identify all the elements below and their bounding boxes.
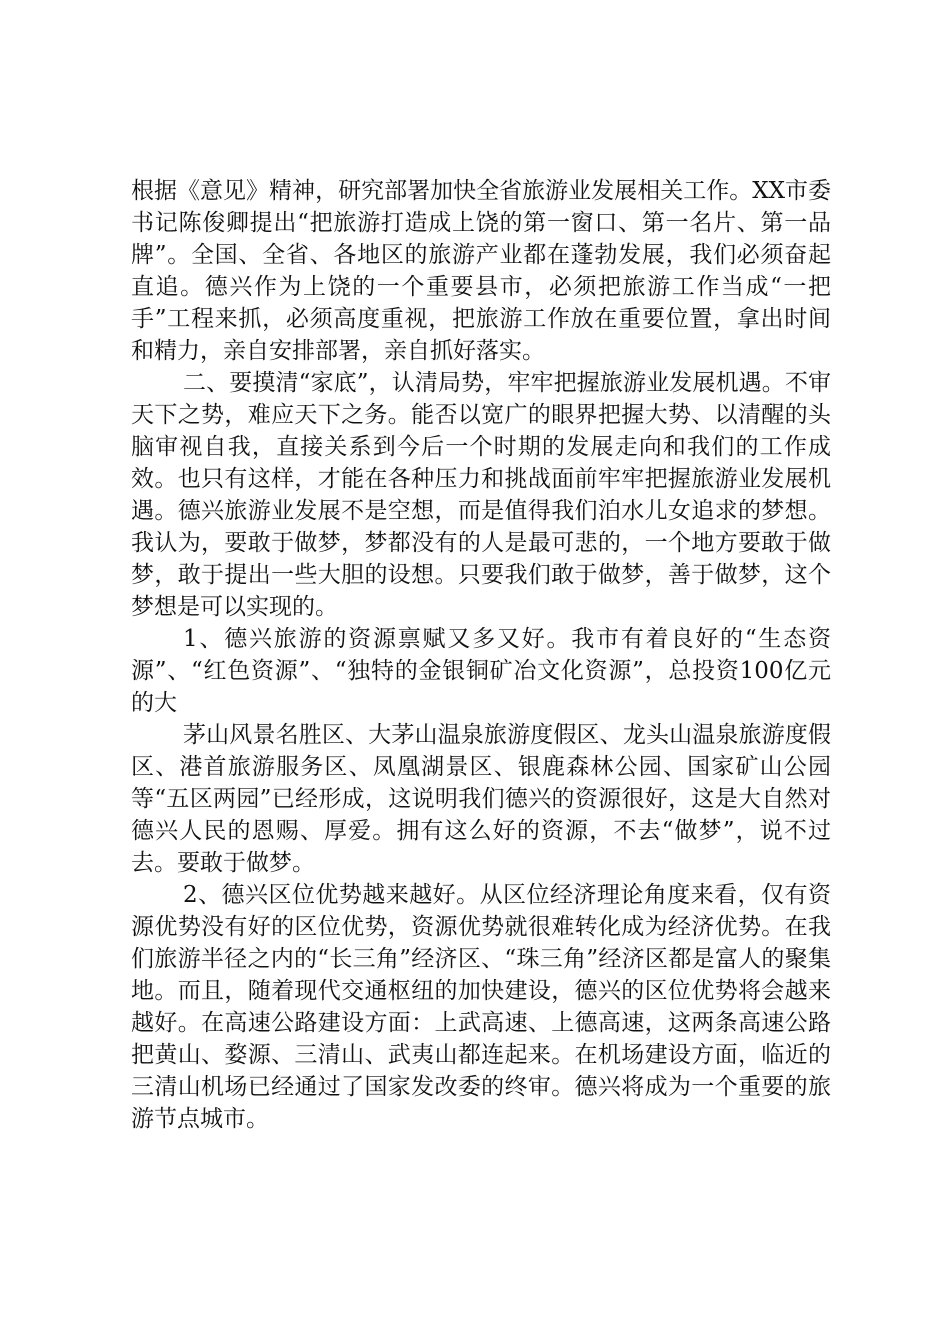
paragraph-point-one-continued: 茅山风景名胜区、大茅山温泉旅游度假区、龙头山温泉旅游度假区、港首旅游服务区、凤凰湖景区、银鹿森林公园、国家矿山公园等“五区两园”已经形成，这说明我们德兴的资源很好，这是大自然对德兴人民的恩赐、厚爱。拥有这么好的资源，不去“做梦”，说不过去。要敢于做梦。 — [131, 722, 831, 876]
paragraph-point-one: 1、德兴旅游的资源禀赋又多又好。我市有着良好的“生态资源”、“红色资源”、“独特的金银铜矿冶文化资源”，总投资100亿元的大 — [131, 626, 831, 716]
paragraph-section-two: 二、要摸清“家底”，认清局势，牢牢把握旅游业发展机遇。不审天下之势，难应天下之务。能否以宽广的眼界把握大势、以清醒的头脑审视自我，直接关系到今后一个时期的发展走向和我们的工作成效。也只有这样，才能在各种压力和挑战面前牢牢把握旅游业发展机遇。德兴旅游业发展不是空想，而是值得我们泊水儿女追求的梦想。我认为，要敢于做梦，梦都没有的人是最可悲的，一个地方要敢于做梦，敢于提出一些大胆的设想。只要我们敢于做梦，善于做梦，这个梦想是可以实现的。 — [131, 370, 831, 620]
document-body — [131, 175, 831, 1135]
paragraph-continuation: 根据《意见》精神，研究部署加快全省旅游业发展相关工作。XX市委书记陈俊卿提出“把旅游打造成上饶的第一窗口、第一名片、第一品牌”。全国、全省、各地区的旅游产业都在蓬勃发展，我们必须奋起直追。德兴作为上饶的一个重要县市，必须把旅游工作当成“一把手”工程来抓，必须高度重视，把旅游工作放在重要位置，拿出时间和精力，亲自安排部署，亲自抓好落实。 — [131, 178, 831, 364]
paragraph-point-two: 2、德兴区位优势越来越好。从区位经济理论角度来看，仅有资源优势没有好的区位优势，资源优势就很难转化成为经济优势。在我们旅游半径之内的“长三角”经济区、“珠三角”经济区都是富人的聚集地。而且，随着现代交通枢纽的加快建设，德兴的区位优势将会越来越好。在高速公路建设方面：上武高速、上德高速，这两条高速公路把黄山、婺源、三清山、武夷山都连起来。在机场建设方面，临近的三清山机场已经通过了国家发改委的终审。德兴将成为一个重要的旅游节点城市。 — [131, 882, 831, 1132]
